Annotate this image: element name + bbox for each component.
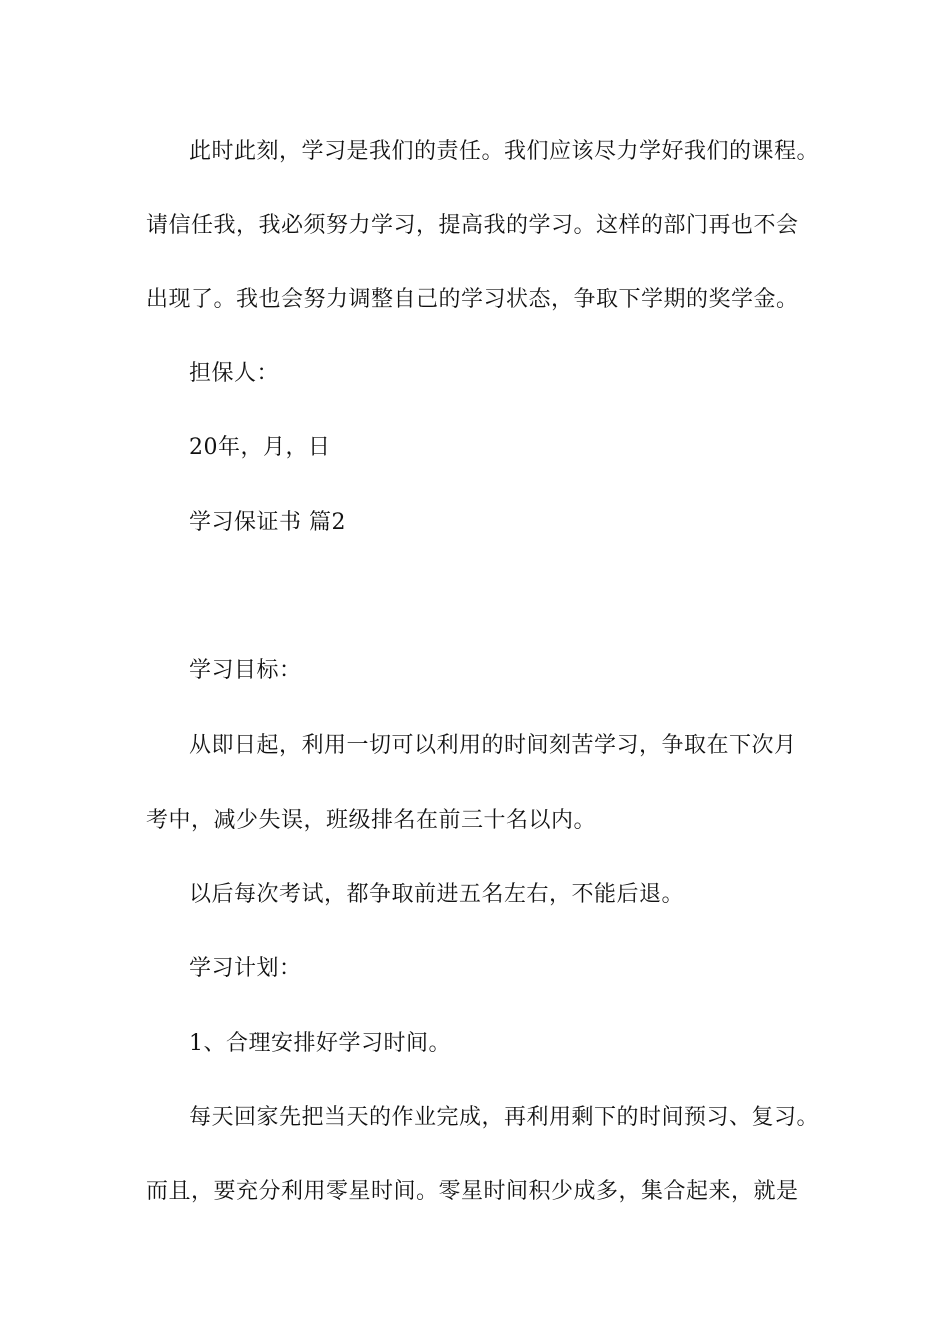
- paragraph-line: 以后每次考试，都争取前进五名左右，不能后退。: [189, 882, 685, 907]
- paragraph-line: 请信任我，我必须努力学习，提高我的学习。这样的部门再也不会: [146, 213, 799, 238]
- paragraph-line: 考中，减少失误，班级排名在前三十名以内。: [146, 808, 597, 833]
- date-line: 20年，月，日: [189, 435, 331, 460]
- goal-heading: 学习目标：: [189, 658, 302, 683]
- plan-item: 1、合理安排好学习时间。: [189, 1031, 451, 1056]
- guarantor-label: 担保人：: [189, 361, 280, 386]
- paragraph-line: 每天回家先把当天的作业完成，再利用剩下的时间预习、复习。: [189, 1105, 820, 1130]
- paragraph-line: 此时此刻，学习是我们的责任。我们应该尽力学好我们的课程。: [189, 139, 820, 164]
- paragraph-line: 出现了。我也会努力调整自己的学习状态，争取下学期的奖学金。: [146, 287, 799, 312]
- section-heading: 学习保证书 篇2: [189, 510, 346, 535]
- paragraph-line: 而且，要充分利用零星时间。零星时间积少成多，集合起来，就是: [146, 1179, 799, 1204]
- paragraph-line: 从即日起，利用一切可以利用的时间刻苦学习，争取在下次月: [189, 733, 797, 758]
- plan-heading: 学习计划：: [189, 956, 302, 981]
